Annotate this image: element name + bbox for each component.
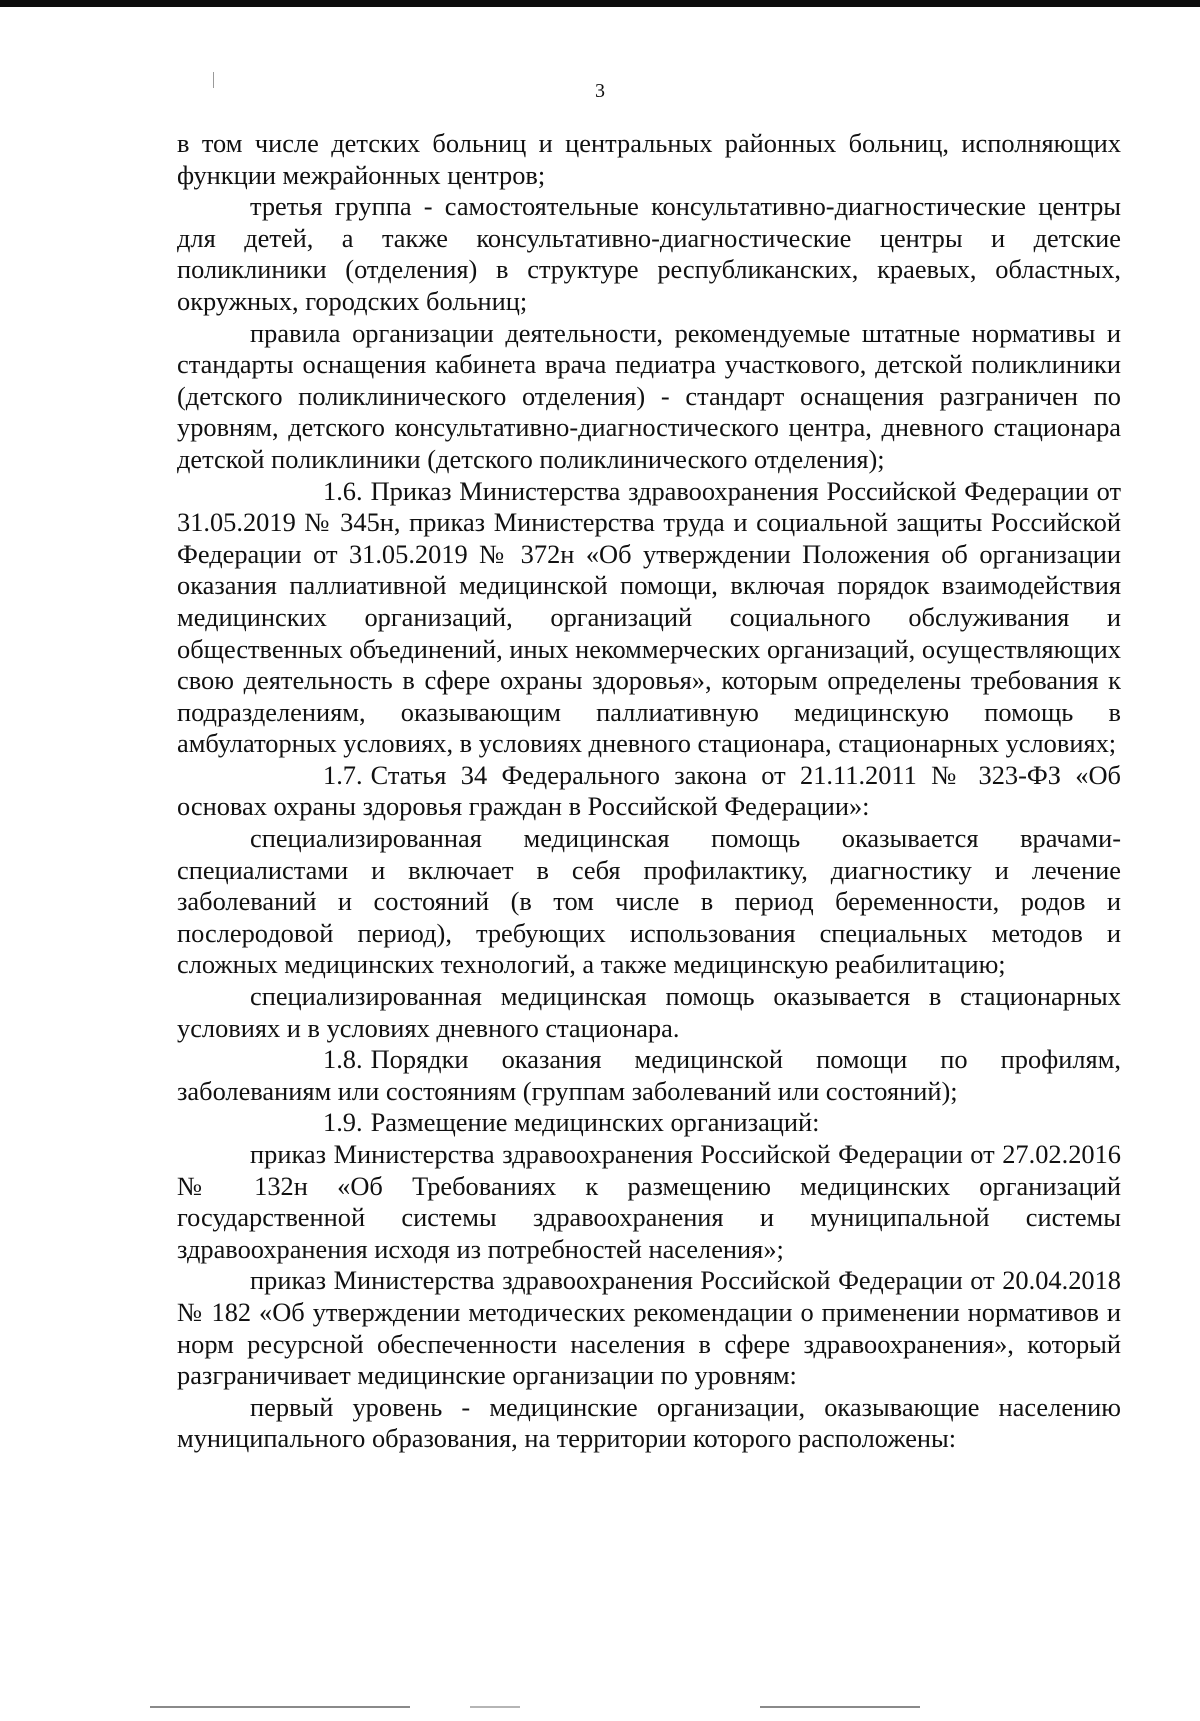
paragraph — [177, 760, 1121, 823]
scan-bottom-line-left — [150, 1706, 410, 1708]
clause-number: 1.7. — [323, 759, 363, 790]
clause-number: 1.8. — [323, 1044, 363, 1075]
paragraph — [177, 128, 1121, 191]
scan-bottom-line-mid — [470, 1706, 520, 1708]
paragraph — [177, 1392, 1121, 1455]
paragraph-text: специализированная медицинская помощь оказывается в стационарных условиях и в условиях дневного стационара. — [177, 981, 1121, 1043]
paragraph-text: Порядки оказания медицинской помощи по профилям, заболеваниям или состояниям (группам заболеваний или состояний); — [177, 1044, 1121, 1106]
clause-number: 1.9. — [323, 1107, 363, 1138]
paragraph-text: правила организации деятельности, рекомендуемые штатные нормативы и стандарты оснащения кабинета врача педиатра участкового, детской поликлиники (детского поликлинического отделения) - стандарт оснащения разграничен по уровням, детского консультативно-диагностического центра, дневного стационара детской поликлиники (детского поликлинического отделения); — [177, 317, 1121, 474]
document-body — [177, 128, 1121, 1455]
paragraph-text: Статья 34 Федерального закона от 21.11.2011 № 323-ФЗ «Об основах охраны здоровья граждан в Российской Федерации»: — [177, 759, 1121, 822]
paragraph — [177, 191, 1121, 317]
paragraph — [177, 1044, 1121, 1107]
paragraph-text: Приказ Министерства здравоохранения Российской Федерации от 31.05.2019 № 345н, приказ Министерства труда и социальной защиты Российской Федерации от 31.05.2019 № 372н «Об утверждении Положения об организации оказания паллиативной медицинской помощи, включая порядок взаимодействия медицинских организаций, организаций социального обслуживания и общественных объединений, иных некоммерческих организаций, осуществляющих свою деятельность в сфере охраны здоровья», которым определены требования к подразделениям, оказывающим паллиативную медицинскую помощь в амбулаторных условиях, в условиях дневного стационара, стационарных условиях; — [177, 475, 1121, 759]
paragraph — [177, 1107, 1121, 1139]
paragraph-text: Размещение медицинских организаций: — [370, 1107, 820, 1138]
scan-bottom-line-right — [760, 1706, 920, 1708]
paragraph-text: специализированная медицинская помощь оказывается врачами-специалистами и включает в себя профилактику, диагностику и лечение заболеваний и состояний (в том числе в период беременности, родов и послеродовой период), требующих использования специальных методов и сложных медицинских технологий, а также медицинскую реабилитацию; — [177, 823, 1121, 980]
paragraph — [177, 1265, 1121, 1391]
paragraph — [177, 476, 1121, 760]
paragraph-text: приказ Министерства здравоохранения Российской Федерации от 27.02.2016 № 132н «Об Требованиях к размещению медицинских организаций государственной системы здравоохранения и муниципальной системы здравоохранения исходя из потребностей населения»; — [177, 1139, 1121, 1264]
clause-number: 1.6. — [323, 475, 363, 506]
scan-top-border — [0, 0, 1200, 7]
page-number: 3 — [595, 80, 605, 102]
paragraph-text: приказ Министерства здравоохранения Российской Федерации от 20.04.2018 № 182 «Об утверждении методических рекомендации о применении нормативов и норм ресурсной обеспеченности населения в сфере здравоохранения», который разграничивает медицинские организации по уровням: — [177, 1265, 1121, 1391]
paragraph — [177, 318, 1121, 476]
paragraph-text: третья группа - самостоятельные консультативно-диагностические центры для детей, а также консультативно-диагностические центры и детские поликлиники (отделения) в структуре республиканских, краевых, областных, окружных, городских больниц; — [177, 191, 1121, 316]
paragraph — [177, 823, 1121, 981]
paragraph — [177, 981, 1121, 1044]
paragraph-text: первый уровень - медицинские организации, оказывающие населению муниципального образования, на территории которого расположены: — [177, 1391, 1121, 1454]
paragraph — [177, 1139, 1121, 1265]
paragraph-text: в том числе детских больниц и центральных районных больниц, исполняющих функции межрайонных центров; — [177, 128, 1121, 190]
